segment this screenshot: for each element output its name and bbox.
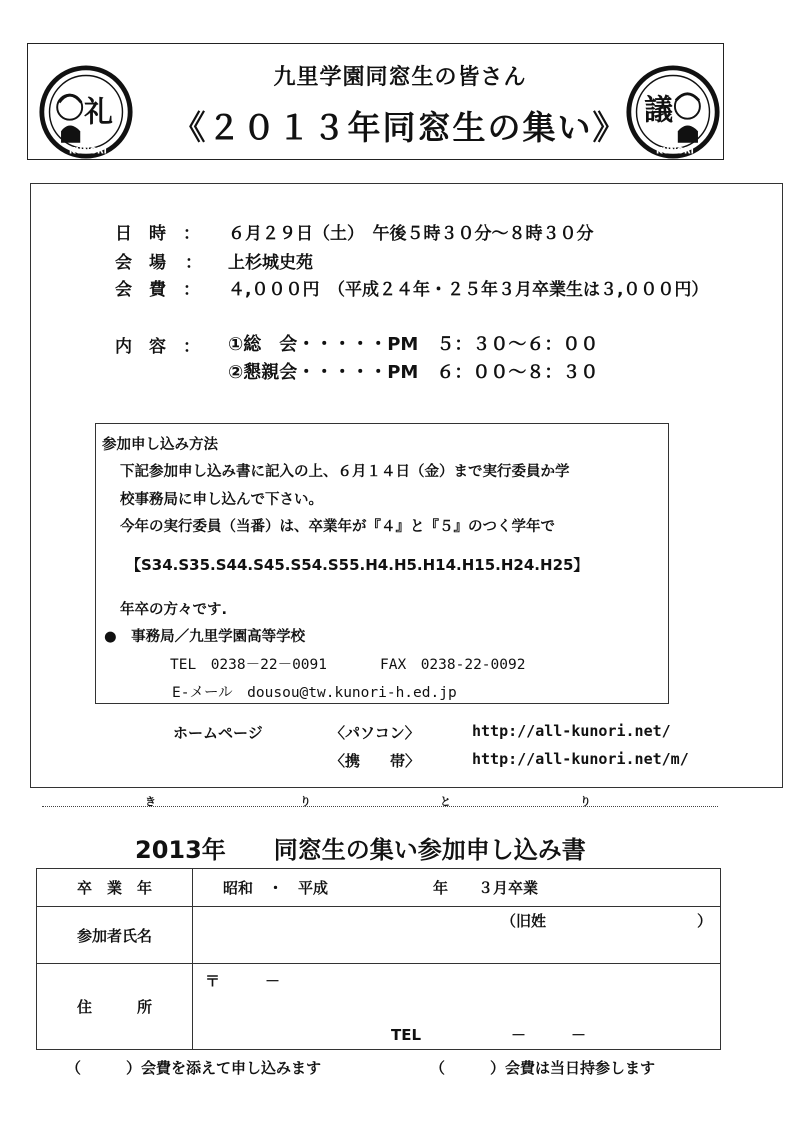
cut-mark-to: と bbox=[440, 795, 451, 808]
address-field[interactable] bbox=[193, 964, 721, 1050]
venue-label: 会 場 bbox=[115, 253, 166, 273]
homepage-label: ホームページ bbox=[173, 724, 263, 742]
grad-year-value: 昭和 ・ 平成 年 ３月卒業 bbox=[223, 879, 539, 897]
cut-mark-ri-2: り bbox=[580, 795, 591, 808]
participant-name-label: 参加者氏名 bbox=[37, 907, 193, 964]
svg-text:礼: 礼 bbox=[84, 94, 113, 129]
date-value: ６月２９日（土） 午後５時３０分～８時３０分 bbox=[228, 224, 594, 244]
method-line-1: 下記参加申し込み書に記入の上、６月１４日（金）まで実行委員か学 bbox=[120, 464, 570, 480]
page-title: 《２０１３年同窓生の集い》 bbox=[172, 108, 628, 147]
method-line-2: 校事務局に申し込んで下さい。 bbox=[120, 492, 323, 508]
grad-year-field[interactable] bbox=[193, 869, 721, 907]
maiden-name-close: ） bbox=[696, 912, 712, 930]
office-email[interactable]: E-メール dousou@tw.kunori-h.ed.jp bbox=[172, 685, 457, 701]
svg-text:KUNORI: KUNORI bbox=[655, 146, 694, 157]
option-pay-with-application[interactable]: （ ）会費を添えて申し込みます bbox=[66, 1059, 322, 1077]
svg-text:KUNORI: KUNORI bbox=[68, 146, 107, 157]
office-name: ● 事務局／九里学園高等学校 bbox=[104, 629, 306, 645]
svg-text:議: 議 bbox=[644, 92, 674, 127]
office-fax: FAX 0238-22-0092 bbox=[380, 657, 526, 673]
maiden-name-note: （旧姓 bbox=[501, 912, 547, 930]
cut-mark-ri: り bbox=[300, 795, 311, 808]
header-subtitle: 九里学園同窓生の皆さん bbox=[273, 65, 527, 90]
phone-field[interactable]: TEL － － bbox=[391, 1026, 587, 1044]
participant-name-field[interactable] bbox=[193, 907, 721, 964]
content-label: 内 容 ： bbox=[115, 337, 200, 357]
content-item-general-meeting: ①総 会・・・・・PM ５：３０～６：００ bbox=[228, 334, 599, 355]
address-label: 住 所 bbox=[37, 964, 193, 1050]
office-tel: TEL 0238－22－0091 bbox=[170, 657, 327, 673]
date-label: 日 時 ： bbox=[115, 224, 200, 244]
homepage-mobile-label: 〈携 帯〉 bbox=[330, 752, 421, 770]
fee-label: 会 費 ： bbox=[115, 280, 200, 300]
venue-colon: ： bbox=[185, 253, 202, 273]
grad-year-label: 卒 業 年 bbox=[37, 869, 193, 907]
cut-mark-ki: き bbox=[145, 795, 156, 808]
homepage-pc-link[interactable]: http://all-kunori.net/ bbox=[472, 722, 671, 740]
application-form-table bbox=[36, 868, 721, 1050]
option-pay-on-day[interactable]: （ ）会費は当日持参します bbox=[430, 1059, 656, 1077]
homepage-pc-label: 〈パソコン〉 bbox=[330, 724, 420, 742]
method-line-4: 年卒の方々です. bbox=[120, 602, 228, 618]
method-line-3: 今年の実行委員（当番）は、卒業年が『４』と『５』のつく学年で bbox=[120, 519, 555, 535]
content-item-party: ②懇親会・・・・・PM ６：００～８：３０ bbox=[228, 362, 599, 383]
committee-years: 【S34.S35.S44.S45.S54.S55.H4.H5.H14.H15.H24.H25】 bbox=[126, 556, 589, 574]
venue-value: 上杉城史苑 bbox=[228, 253, 313, 273]
fee-value: ４,０００円 （平成２４年・２５年３月卒業生は３,０００円） bbox=[228, 280, 709, 300]
cut-line bbox=[42, 806, 718, 807]
method-heading: 参加申し込み方法 bbox=[102, 437, 218, 453]
form-title: 2013年 同窓生の集い参加申し込み書 bbox=[135, 836, 586, 864]
homepage-mobile-link[interactable]: http://all-kunori.net/m/ bbox=[472, 750, 689, 768]
postal-code-field[interactable]: 〒 － bbox=[205, 972, 281, 990]
